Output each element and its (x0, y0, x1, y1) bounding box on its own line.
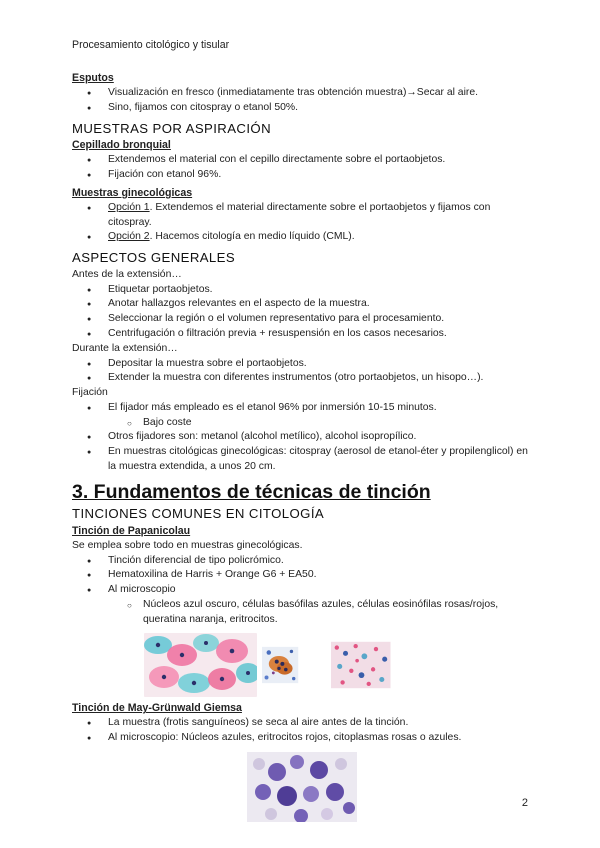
papanicolau-intro: Se emplea sobre todo en muestras ginecológicas. (72, 539, 303, 551)
list-item: ● Centrifugación o filtración previa + resuspensión en los casos necesarios. (72, 327, 534, 342)
list-item (72, 583, 534, 627)
list-item: ● Extender la muestra con diferentes instrumentos (otro portaobjetos, un hisopo…). (72, 371, 534, 386)
list-item: ● Sino, fijamos con citospray o etanol 50%. (72, 101, 534, 116)
fijacion-label: Fijación (72, 387, 108, 399)
papanicolau-heading: Tinción de Papanicolau (72, 524, 191, 537)
fijacion-item-text: El fijador más empleado es el etanol 96% por inmersión 10-15 minutos. (108, 401, 437, 413)
aspiracion-heading: MUESTRAS POR ASPIRACIÓN (72, 120, 271, 136)
list-item (72, 401, 534, 431)
list-item: ● Otros fijadores son: metanol (alcohol metílico), alcohol isopropílico. (72, 430, 534, 445)
papanicolau-micrograph-2 (262, 633, 326, 697)
list-item: ● Extendemos el material con el cepillo directamente sobre el portaobjetos. (72, 153, 534, 168)
section-3-title: 3. Fundamentos de técnicas de tinción (72, 480, 431, 503)
fijacion-sublist (72, 416, 534, 431)
durante-list (72, 357, 534, 387)
durante-label: Durante la extensión… (72, 342, 178, 354)
document-body (72, 71, 534, 828)
sub-list-item: ○ Bajo coste (72, 416, 534, 431)
gineco-heading: Muestras ginecológicas (72, 186, 193, 199)
may-grunwald-micrograph (247, 752, 357, 822)
sub-list-item: ○ Núcleos azul oscuro, células basófilas azules, células eosinófilas rosas/rojos, queratina naranja, eritrocitos. (72, 598, 534, 628)
tinciones-heading: TINCIONES COMUNES EN CITOLOGÍA (72, 506, 325, 522)
option-text: . Hacemos citología en medio líquido (CML). (149, 231, 355, 243)
option-label: Opción 1 (108, 201, 150, 213)
esputos-list (72, 86, 534, 116)
option-text: . Extendemos el material directamente sobre el portaobjetos y fijamos con citospray. (108, 201, 491, 228)
list-item: ● Fijación con etanol 96%. (72, 168, 534, 183)
list-item: ● La muestra (frotis sanguíneos) se seca al aire antes de la tinción. (72, 716, 534, 731)
may-heading: Tinción de May-Grünwald Giemsa (72, 702, 242, 715)
esputos-heading: Esputos (72, 72, 114, 84)
list-item: ● Hematoxilina de Harris + Orange G6 + EA50. (72, 568, 534, 583)
gineco-list (72, 201, 534, 245)
microscopio-label: Al microscopio (108, 584, 176, 596)
papanicolau-micrograph-1 (144, 633, 257, 697)
list-item: ● Seleccionar la región o el volumen representativo para el procesamiento. (72, 312, 534, 327)
list-item (72, 201, 534, 231)
papanicolau-sublist (72, 598, 534, 628)
list-item: ● Tinción diferencial de tipo policrómico. (72, 554, 534, 569)
antes-list (72, 283, 534, 342)
antes-label: Antes de la extensión… (72, 268, 182, 280)
list-item: ● Depositar la muestra sobre el portaobjetos. (72, 357, 534, 372)
list-item: ● Anotar hallazgos relevantes en el aspecto de la muestra. (72, 297, 534, 312)
papanicolau-micrograph-3 (331, 633, 413, 697)
generales-heading: ASPECTOS GENERALES (72, 250, 236, 266)
cepillado-list (72, 153, 534, 183)
fijacion-list (72, 401, 534, 475)
papanicolau-list (72, 554, 534, 628)
page-header: Procesamiento citológico y tisular (72, 39, 230, 51)
may-list (72, 716, 534, 746)
cepillado-heading: Cepillado bronquial (72, 139, 171, 152)
list-item: ● En muestras citológicas ginecológicas: citospray (aerosol de etanol-éter y propilenglicol) en la muestra extendida, a unos 20 cm. (72, 445, 534, 475)
list-item: ● Al microscopio: Núcleos azules, eritrocitos rojos, citoplasmas rosas o azules. (72, 731, 534, 746)
list-item: ● Visualización en fresco (inmediatamente tras obtención muestra)→Secar al aire. (72, 86, 534, 101)
option-label: Opción 2 (108, 231, 150, 243)
papanicolau-images (144, 633, 534, 697)
list-item (72, 230, 534, 245)
page-number: 2 (521, 797, 528, 809)
list-item: ● Etiquetar portaobjetos. (72, 283, 534, 298)
